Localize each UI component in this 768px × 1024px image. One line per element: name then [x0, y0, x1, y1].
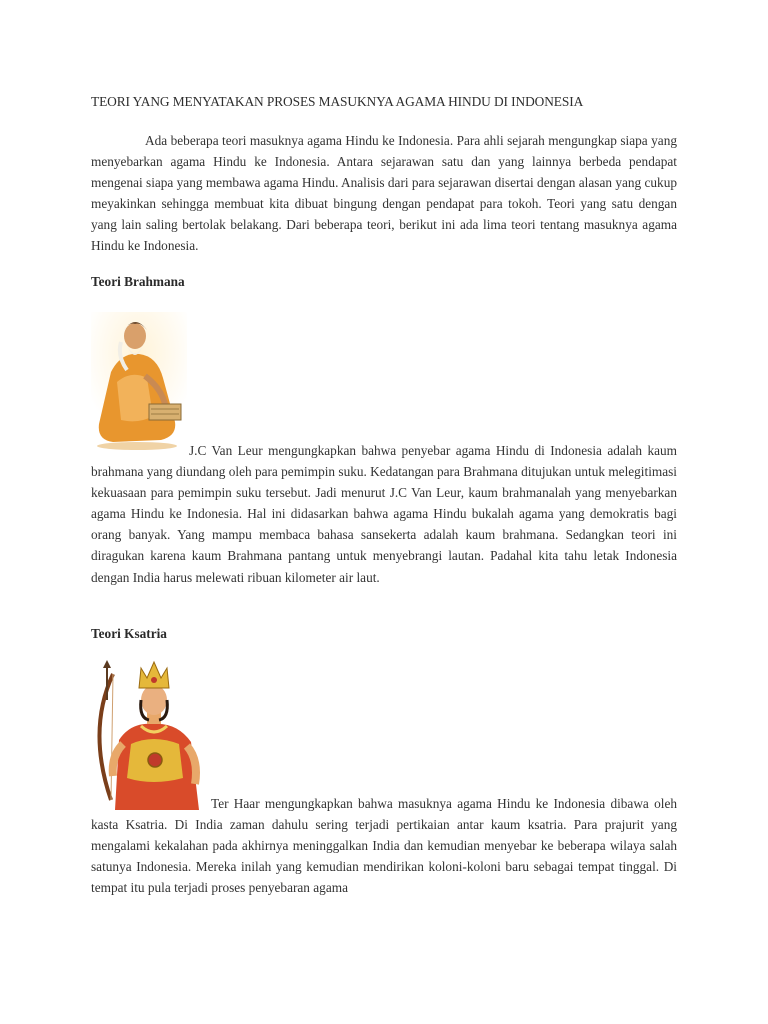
ksatria-warrior-illustration: [91, 660, 209, 810]
image-wrap-spacer: [91, 793, 211, 811]
document-title: TEORI YANG MENYATAKAN PROSES MASUKNYA AGAMA HINDU DI INDONESIA: [91, 94, 584, 109]
intro-paragraph: Ada beberapa teori masuknya agama Hindu ke Indonesia. Para ahli sejarah mengungkap siapa yang menyebarkan agama Hindu ke Indonesia. Antara sejarawan satu dan yang lainnya berbeda pendapat mengenai siapa yang membawa agama Hindu. Analisis dari para sejarawan disertai dengan alasan yang cukup meyakinkan sehingga membuat kita dibuat bingung dengan pendapat para tokoh. Teori yang satu dengan yang lain saling bertolak belakang. Dari beberapa teori, berikut ini ada lima teori tentang masuknya agama Hindu ke Indonesia.: [91, 133, 677, 254]
image-wrap-spacer: [91, 440, 189, 458]
section-body-ksatria: [91, 793, 677, 898]
section-body-brahmana: [91, 440, 677, 588]
section-body-ksatria-text: Ter Haar mengungkapkan bahwa masuknya agama Hindu ke Indonesia dibawa oleh kasta Ksatria. Di India zaman dahulu sering terjadi pertikaian antar kaum ksatria. Para prajurit yang mengalami kekalahan pada akhirnya meninggalkan India dan kemudian menyebar ke beberapa wilaya salah satunya Indonesia. Mereka inilah yang kemudian mendirikan koloni-koloni baru sebagai tempat tinggal. Di tempat itu pula terjadi proses penyebaran agama: [91, 796, 677, 896]
section-heading-ksatria: Teori Ksatria: [91, 626, 167, 641]
section-heading-brahmana: Teori Brahmana: [91, 274, 185, 289]
brahmin-sage-illustration: [91, 312, 187, 452]
section-body-brahmana-text: J.C Van Leur mengungkapkan bahwa penyebar agama Hindu di Indonesia adalah kaum brahmana yang diundang oleh para pemimpin suku. Kedatangan para Brahmana ditujukan untuk melegitimasi kekuasaan para pemimpin suku tersebut. Jadi menurut J.C Van Leur, kaum brahmanalah yang menyebarkan agama Hindu ke Indonesia. Hal ini didasarkan bahwa agama Hindu bukalah agama yang demokratis bagi orang banyak. Yang mampu membaca bahasa sansekerta adalah kaum brahmana. Sedangkan teori ini diragukan karena kaum Brahmana pantang untuk menyebrangi lautan. Padahal kita tahu letak Indonesia dengan India harus melewati ribuan kilometer air laut.: [91, 443, 678, 585]
